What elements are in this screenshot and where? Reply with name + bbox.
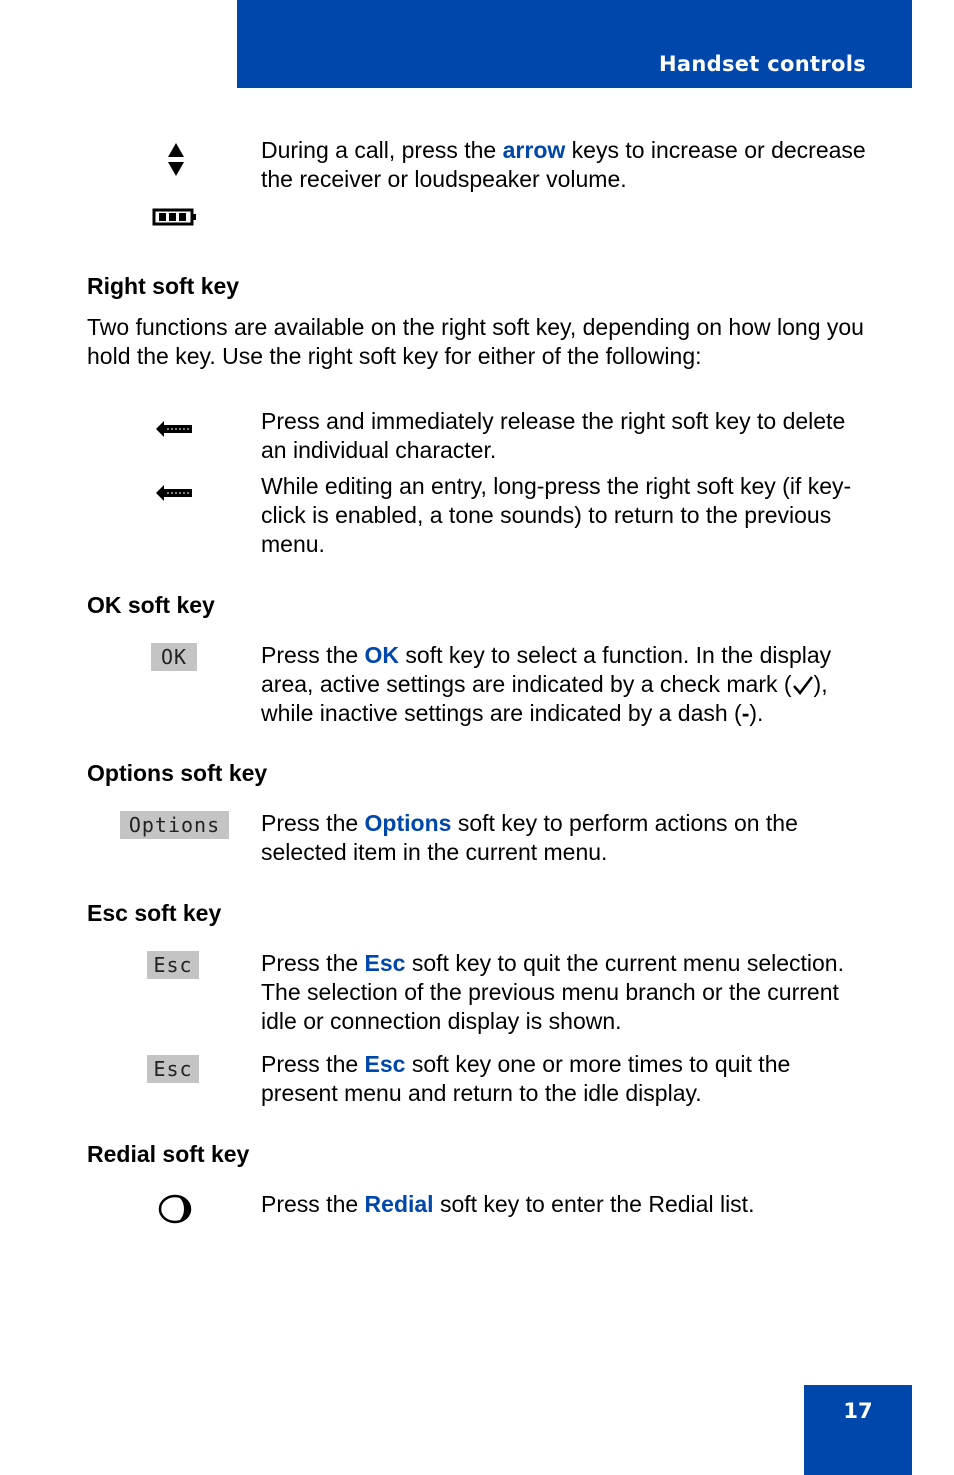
header-bar [237,0,912,88]
right-soft-key-item1: Press and immediately release the right soft key to delete an individual character. [261,408,846,463]
volume-text-pre: During a call, press the [261,137,503,163]
esc-item1-pre: Press the [261,950,365,976]
ok-text-pre: Press the [261,642,365,668]
page-number: 17 [843,1399,873,1423]
esc-item1-keyword: Esc [364,950,406,976]
volume-text [261,136,871,194]
redial-text-pre: Press the [261,1191,365,1217]
ok-text-mid2: ), while inactive settings are indicated by a dash ( [261,671,828,726]
ok-keyword: OK [364,642,400,668]
check-mark-icon [792,675,814,695]
esc-soft-key-item2 [261,1050,871,1108]
esc-item2-pre: Press the [261,1051,365,1077]
options-keyword: Options [364,810,452,836]
options-soft-key-text [261,809,871,867]
right-soft-key-item2: While editing an entry, long-press the right soft key (if key-click is enabled, a tone sounds) to return to the previous menu. [261,473,852,557]
header-title: Handset controls [659,52,866,76]
redial-icon [158,1194,192,1224]
right-soft-key-intro: Two functions are available on the right soft key, depending on how long you hold the key. Use the right soft key for either of the following: [87,314,864,369]
backspace-arrow-icon [155,418,195,440]
up-down-arrow-icon [166,142,186,178]
esc-item1-post: soft key to quit the current menu selection. The selection of the previous menu branch or the current idle or connection display is shown. [261,950,844,1034]
redial-soft-key-text [261,1190,871,1219]
ok-text-post: ). [749,700,764,726]
redial-soft-key-heading: Redial soft key [87,1141,250,1167]
redial-text-post: soft key to enter the Redial list. [433,1191,755,1217]
esc-item2-keyword: Esc [364,1051,406,1077]
options-softkey-graphic: Options [120,811,229,839]
battery-icon [152,207,198,227]
volume-keyword: arrow [502,137,566,163]
options-text-post: soft key to perform actions on the selected item in the current menu. [261,810,798,865]
right-soft-key-heading: Right soft key [87,273,240,299]
esc-softkey-graphic: Esc [147,951,199,979]
esc-softkey-graphic: Esc [147,1055,199,1083]
esc-soft-key-item1 [261,949,871,1036]
ok-dash: - [741,700,750,726]
ok-soft-key-text [261,641,871,728]
ok-softkey-graphic: OK [151,643,197,671]
options-text-pre: Press the [261,810,365,836]
volume-text-post: keys to increase or decrease the receiver or loudspeaker volume. [261,137,866,192]
esc-item2-post: soft key one or more times to quit the present menu and return to the idle display. [261,1051,791,1106]
options-soft-key-heading: Options soft key [87,760,268,786]
ok-soft-key-heading: OK soft key [87,592,215,618]
ok-text-mid: soft key to select a function. In the display area, active settings are indicated by a check mark ( [261,642,832,697]
page-number-box [804,1385,912,1475]
redial-keyword: Redial [364,1191,434,1217]
backspace-arrow-icon [155,482,195,504]
esc-soft-key-heading: Esc soft key [87,900,222,926]
